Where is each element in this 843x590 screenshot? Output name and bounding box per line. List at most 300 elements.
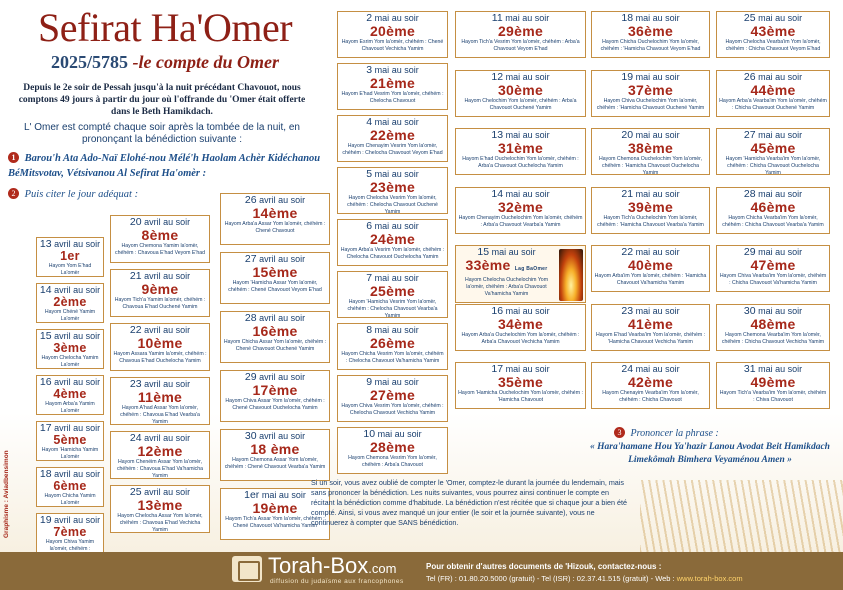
day-formula: Hayom 'Hamicha Ouchelochim Yom la'omèr, chéhém : 'Hamicha Chavouot	[458, 390, 583, 403]
day-count-value: 29ème	[497, 23, 544, 39]
day-count	[37, 250, 103, 263]
day-count	[592, 375, 709, 390]
day-box	[716, 128, 830, 175]
page-title: Sefirat Ha'Omer	[37, 5, 293, 50]
day-count-value: 42ème	[627, 374, 674, 390]
day-suffix: au soir	[394, 429, 422, 439]
day-month: avril	[144, 487, 161, 497]
day-box	[455, 187, 586, 234]
footer-contact-title: Pour obtenir d'autres documents de 'Hizouk, contactez-nous :	[426, 562, 662, 571]
day-suffix: au soir	[278, 490, 306, 500]
day-formula: Hayom Chelocha Vesrim Yom la'omèr, chéhém : Chelocha Chavouot Ouchené Yamim	[347, 195, 438, 215]
day-count	[37, 526, 103, 539]
day-month: avril	[54, 515, 71, 525]
day-count-value: 8ème	[141, 227, 179, 243]
day-number: 26	[244, 194, 257, 206]
day-formula: Hayom Chicha Vearba'im Yom la'omèr, chéhém : Chicha Chavouot Vearba'a Yamim	[722, 214, 824, 228]
day-suffix: au soir	[163, 379, 191, 389]
day-count-value: 27ème	[369, 387, 416, 403]
day-formula: Hayom Esrim Yom la'omèr, chéhém : Chené Chavouot Vechicha Yamim	[341, 39, 444, 52]
day-count	[111, 336, 209, 351]
day-count-value: 7ème	[53, 525, 87, 539]
day-formula: Hayom Chemona Ouchelochim Yom la'omèr, chéhém : 'Hamicha Chavouot Ouchelocha Yamim	[598, 156, 703, 176]
day-box	[591, 187, 710, 234]
day-box	[220, 429, 330, 481]
day-number: 13	[39, 238, 52, 250]
day-suffix: au soir	[391, 65, 419, 75]
day-month: avril	[54, 285, 71, 295]
day-count-value: 31ème	[497, 140, 544, 156]
day-formula: Hayom Chemona Vearba'im Yom la'omèr, chéhém : Chicha Chavouot Vechicha Yamim	[721, 331, 825, 345]
day-suffix: au soir	[73, 239, 101, 249]
day-count-value: 17ème	[252, 382, 298, 398]
day-number: 23	[621, 304, 634, 317]
day-count-value: 49ème	[750, 374, 796, 390]
day-number: 4	[366, 116, 373, 128]
day-number: 11	[491, 12, 503, 24]
day-count	[37, 434, 103, 447]
day-box	[591, 11, 710, 58]
day-number: 8	[366, 324, 373, 336]
day-box	[36, 237, 104, 277]
day-count	[717, 200, 829, 215]
day-box	[716, 70, 830, 117]
day-box	[220, 193, 330, 245]
day-month: mai	[505, 364, 521, 374]
day-formula: Hayom Chelochim Yom la'omèr, chéhém : Arba'a Chavouot Ouchené Yamim	[464, 97, 577, 111]
day-count-value: 23ème	[369, 179, 416, 195]
day-suffix: au soir	[73, 469, 101, 479]
day-formula: Hayom Chiva Assar Yom la'omèr, chéhém : Chené Chavouot Ouchelocha Yamim	[225, 398, 325, 411]
day-count	[111, 498, 209, 513]
day-number: 20	[129, 216, 142, 228]
day-box	[337, 167, 448, 214]
contact-web-label: Web :	[655, 574, 675, 583]
day-suffix: au soir	[508, 247, 536, 257]
day-count-value: 30ème	[497, 81, 544, 98]
day-box	[716, 362, 830, 409]
day-count-value: 3ème	[53, 341, 87, 355]
day-count-value: 9ème	[141, 281, 179, 297]
day-formula: Hayom Chemona Vesrim Yom la'omèr, chéhém : Arba'a Chavouot	[348, 455, 437, 468]
day-month: mai	[505, 71, 521, 82]
page-subtitle	[20, 52, 310, 73]
day-formula: Hayom 'Hamicha Vearba'im Yom la'omèr, chéhém : Chicha Chavouot Ouchelocha Yamim	[725, 156, 821, 176]
day-count	[37, 480, 103, 493]
day-month: avril	[144, 379, 161, 389]
day-formula: Hayom Yom E'had La'omèr	[48, 263, 92, 276]
day-formula: Hayom Chicha Vesrim Yom la'omèr, chéhém : Chelocha Chavouot Va'hamicha Yamim	[341, 351, 444, 364]
day-number: 28	[743, 187, 756, 200]
step-number-badge: 2	[8, 188, 19, 199]
day-count-value: 36ème	[627, 23, 674, 39]
day-count	[338, 128, 447, 143]
day-month: mai	[635, 13, 651, 23]
day-count	[592, 317, 709, 332]
day-box	[110, 431, 210, 479]
day-number: 19	[39, 514, 52, 526]
day-count-value: 44ème	[750, 81, 796, 98]
day-suffix: au soir	[391, 169, 419, 179]
day-suffix: au soir	[522, 364, 550, 374]
day-count-value: 45ème	[750, 140, 796, 156]
day-month: avril	[259, 195, 276, 205]
intro-text: L' Omer est compté chaque soir après la tombée de la nuit, en prononçant la bénédiction suivante :	[24, 122, 300, 145]
day-suffix: au soir	[775, 71, 803, 82]
day-suffix: au soir	[278, 254, 306, 264]
day-formula: Hayom Chicha Ouchelochim Yom la'omèr, chéhém : 'Hamicha Chavouot Veyom E'had	[600, 39, 701, 52]
day-number: 22	[621, 246, 634, 258]
day-box	[337, 375, 448, 422]
footer-band	[0, 552, 843, 590]
day-number: 24	[621, 363, 634, 375]
day-count-value: 19ème	[252, 500, 298, 516]
day-number: 26	[743, 70, 756, 83]
day-month: mai	[374, 325, 390, 335]
day-month: avril	[259, 431, 276, 441]
day-count	[338, 440, 447, 455]
day-count-value: 4ème	[53, 387, 87, 401]
day-formula: Hayom Chenayim Vesrim Yom la'omèr, chéhém : Chelocha Chavouot Veyom E'had	[342, 143, 443, 156]
day-suffix: au soir	[522, 13, 550, 23]
day-month: mai	[758, 188, 773, 199]
day-number: 15	[477, 246, 490, 258]
day-formula: Hayom E'had Vearba'im Yom la'omèr, chéhém : 'Hamicha Chavouot Vechicha Yamim	[595, 331, 706, 345]
day-month: mai	[491, 247, 507, 257]
day-suffix: au soir	[652, 247, 680, 257]
day-suffix: au soir	[163, 433, 191, 443]
day-count-value: 35ème	[497, 374, 544, 390]
day-box	[337, 63, 448, 110]
torah-box-logo-icon	[232, 556, 262, 582]
day-formula: Hayom 'Hamicha Assar Yom la'omèr, chéhém : Chené Chavouot Veyom E'had	[228, 280, 322, 293]
day-suffix: au soir	[522, 188, 550, 199]
contact-phone-fr-note: (gratuit)	[508, 574, 535, 583]
day-count-value: 47ème	[750, 257, 796, 273]
day-suffix: au soir	[652, 71, 680, 82]
day-count-value: 21ème	[369, 75, 416, 91]
day-formula: Hayom Chelocha Yamim La'omèr	[41, 355, 99, 368]
day-box	[455, 11, 586, 58]
contact-phone-isr[interactable]: Tel (ISR) : 02.37.41.515	[541, 574, 621, 583]
phrase-step	[614, 427, 719, 439]
day-count	[221, 383, 329, 398]
day-count-value: 48ème	[750, 315, 796, 332]
day-suffix: au soir	[652, 130, 680, 140]
day-suffix: au soir	[775, 130, 803, 140]
day-box	[337, 323, 448, 370]
day-number: 1er	[244, 489, 260, 501]
day-count	[338, 284, 447, 299]
day-number: 15	[39, 330, 52, 342]
closing-phrase: « Hara'hamane Hou Ya'hazir Lanou Avodat Beit Hamikdach Limekômah Bimhera Veyaménou Amen »	[590, 442, 830, 465]
day-month: mai	[505, 13, 520, 23]
day-count-value: 40ème	[627, 257, 674, 273]
day-month: mai	[758, 247, 773, 257]
day-suffix: au soir	[278, 372, 306, 382]
day-month: mai	[758, 305, 773, 316]
day-count	[37, 388, 103, 401]
day-count-value: 24ème	[369, 231, 416, 247]
day-formula: Hayom E'had Vesrim Yom la'omèr, chéhém : Chelocha Chavouot	[341, 91, 444, 104]
day-count	[338, 388, 447, 403]
contact-phone-fr[interactable]: Tel (FR) : 01.80.20.5000	[426, 574, 507, 583]
day-suffix: au soir	[522, 71, 550, 82]
graphic-credit	[0, 440, 14, 540]
day-count	[456, 83, 585, 98]
day-suffix: au soir	[278, 195, 306, 205]
day-suffix: au soir	[73, 515, 101, 525]
day-count-value: 15ème	[252, 264, 298, 280]
day-suffix: au soir	[163, 325, 191, 335]
day-formula: Hayom Tich'a Ouchelochim Yom la'omèr, chéhém : 'Hamicha Chavouot Vearba'a Yamim	[597, 214, 704, 228]
day-formula: Hayom Chiva Vearba'im Yom la'omèr, chéhém : Chicha Chavouot Va'hamicha Yamim	[719, 273, 827, 286]
day-month: avril	[259, 313, 276, 323]
day-number: 27	[244, 253, 257, 265]
day-box	[337, 115, 448, 162]
day-count	[338, 336, 447, 351]
day-number: 2	[366, 12, 373, 24]
day-number: 21	[621, 187, 634, 200]
day-formula: Hayom E'had Ouchelochim Yom la'omèr, chéhém : Arba'a Chavouot Ouchelocha Yamim	[462, 156, 579, 169]
day-formula: Hayom Tich'a Assar Yom la'omèr, chéhém : Chené Chavouot Va'hamicha Yamim	[225, 516, 325, 529]
day-number: 14	[491, 187, 504, 200]
day-month: avril	[259, 254, 276, 264]
day-number: 16	[39, 376, 52, 388]
day-box	[716, 187, 830, 234]
day-formula: Hayom Arba'a Vearba'im Yom la'omèr, chéhém : Chicha Chavouot Ouchené Yamim	[719, 97, 827, 111]
day-count-value: 10ème	[137, 335, 183, 351]
day-suffix: au soir	[163, 217, 191, 227]
logo-domain-text: .com	[368, 561, 397, 576]
day-count	[592, 24, 709, 39]
bonfire-icon	[559, 249, 583, 301]
day-month: mai	[635, 305, 651, 316]
day-box	[716, 304, 830, 351]
day-box	[591, 128, 710, 175]
day-formula: Hayom Arba'a Assar Yom la'omèr, chéhém : Chené Chavouot	[224, 221, 326, 234]
day-box	[591, 362, 710, 409]
day-box	[220, 370, 330, 422]
day-month: avril	[54, 469, 71, 479]
day-formula: Hayom Chiva Vesrim Yom la'omèr, chéhém : Chelocha Chavouot Vechicha Yamim	[341, 403, 444, 416]
day-number: 25	[129, 486, 142, 498]
step-number-badge: 1	[8, 152, 19, 163]
day-formula: Hayom Chicha Yamim La'omèr	[44, 493, 96, 506]
day-count	[37, 342, 103, 355]
day-suffix: au soir	[73, 285, 101, 295]
day-count-value: 13ème	[137, 497, 183, 513]
day-box	[716, 245, 830, 292]
day-suffix: au soir	[522, 130, 550, 140]
day-month: mai	[635, 130, 651, 140]
blessing-text: Barou'h Ata Ado-Naï Elohé-nou Mélé'h Haolam Achèr Kidéchanou BéMitsvotav, Vétsivanou Al Sefirat Ha'omèr :	[8, 153, 321, 180]
day-month: mai	[505, 130, 521, 140]
day-box	[716, 11, 830, 58]
day-count-value: 16ème	[252, 323, 298, 339]
day-count	[717, 24, 829, 39]
day-count	[338, 76, 447, 91]
day-month: mai	[635, 71, 651, 82]
day-number: 21	[129, 270, 142, 282]
day-formula: Hayom Chelocha Ouchelochim Yom la'omèr, chéhém : Arba'a Chavouot Va'hamicha Yamim	[464, 277, 549, 297]
day-month: mai	[374, 273, 390, 283]
day-count	[221, 442, 329, 457]
day-count-value: 2ème	[53, 295, 87, 309]
day-month: mai	[374, 169, 390, 179]
day-count	[717, 258, 829, 273]
day-count	[717, 83, 829, 98]
day-box	[110, 269, 210, 317]
day-formula: Hayom Chenayim Ouchelochim Yom la'omèr, chéhém : Arba'a Chavouot Vearba'a Yamim	[458, 214, 583, 228]
day-box	[337, 11, 448, 58]
day-count	[592, 141, 709, 156]
day-box	[455, 70, 586, 117]
day-count-value: 39ème	[627, 198, 674, 215]
day-box	[337, 427, 448, 474]
day-number: 17	[491, 363, 504, 375]
day-count-value: 32ème	[497, 198, 544, 215]
day-formula: Hayom Arba'a Ouchelochim Yom la'omèr, chéhém : Arba'a Chavouot Vechicha Yamim	[461, 331, 580, 345]
day-count	[111, 282, 209, 297]
day-count	[456, 258, 557, 277]
day-month: mai	[374, 377, 390, 387]
day-count	[456, 141, 585, 156]
day-suffix: au soir	[652, 188, 680, 199]
day-suffix: au soir	[73, 331, 101, 341]
day-count-value: 18 ème	[250, 441, 300, 457]
day-box	[36, 375, 104, 415]
day-number: 17	[39, 422, 52, 434]
subtitle-label: -le compte du Omer	[132, 52, 279, 72]
day-count	[111, 390, 209, 405]
day-suffix: au soir	[391, 13, 419, 23]
day-month: avril	[259, 372, 276, 382]
day-formula: Hayom 'Hamicha Vesrim Yom la'omèr, chéhém : Chelocha Chavouot Vearba'a Yamim	[347, 299, 438, 319]
day-number: 27	[743, 129, 756, 141]
day-count	[592, 83, 709, 98]
day-box	[455, 245, 586, 303]
day-count	[37, 296, 103, 309]
day-count-value: 22ème	[369, 127, 416, 143]
day-formula: Hayom Chemona Assar Yom la'omèr, chéhém : Chené Chavouot Vearba'a Yamim	[224, 457, 326, 470]
day-month: avril	[54, 377, 71, 387]
day-number: 13	[491, 129, 504, 141]
day-suffix: au soir	[278, 313, 306, 323]
day-box	[110, 485, 210, 533]
contact-phone-isr-note: (gratuit)	[622, 574, 649, 583]
intro-bold-text: Depuis le 2e soir de Pessah jusqu'à la nuit précédant Chavouot, nous comptons 49 jours à partir du jour où l'offrande du 'Omer était offerte dans le Beth Hamikdach.	[18, 83, 306, 117]
day-box	[36, 283, 104, 323]
day-formula: Hayom Chenéim Assar Yom la'omèr, chéhém : Chavoua E'had Va'hamicha Yamim	[116, 459, 204, 479]
footer-logo-name[interactable]	[268, 553, 396, 579]
day-count-value: 37ème	[627, 81, 674, 98]
day-count-value: 12ème	[137, 443, 183, 459]
day-number: 23	[129, 378, 142, 390]
logo-name-text: Torah-Box	[268, 553, 369, 578]
day-number: 3	[366, 64, 373, 76]
day-month: mai	[377, 429, 393, 439]
blessing-step	[8, 151, 338, 181]
day-box	[591, 245, 710, 292]
day-suffix: au soir	[73, 377, 101, 387]
day-month: mai	[635, 188, 651, 199]
day-count-value: 41ème	[627, 315, 674, 332]
day-number: 14	[39, 284, 52, 296]
day-suffix: au soir	[391, 325, 419, 335]
day-month: mai	[505, 305, 521, 316]
day-box	[36, 329, 104, 369]
day-count	[221, 324, 329, 339]
day-number: 25	[743, 12, 756, 24]
day-formula: Hayom Chicha Assar Yom la'omèr, chéhém : Chené Chavouot Ouchené Yamim	[223, 339, 327, 352]
day-formula: Hayom Chelocha Assar Yom la'omèr, chéhém : Chavoua E'had Vechicha Yamim	[117, 513, 203, 533]
day-box	[455, 362, 586, 409]
day-month: avril	[54, 239, 71, 249]
step-number-badge: 3	[614, 427, 625, 438]
day-number: 6	[366, 220, 373, 232]
day-formula: Hayom Arba'a Vesrim Yom la'omèr, chéhém : Chelocha Chavouot Ouchelocha Yamim	[340, 247, 445, 260]
day-month: mai	[758, 130, 773, 140]
contact-web-link[interactable]: www.torah-box.com	[676, 574, 743, 583]
day-count	[717, 317, 829, 332]
day-count-value: 33ème	[465, 257, 511, 273]
day-suffix: au soir	[391, 273, 419, 283]
day-count	[456, 317, 585, 332]
day-number: 5	[366, 168, 373, 180]
wheat-illustration	[640, 480, 843, 555]
day-month: mai	[758, 71, 773, 82]
day-box	[36, 421, 104, 461]
day-count-value: 25ème	[369, 283, 416, 299]
cite-day-text: Puis citer le jour adéquat :	[24, 189, 139, 200]
day-box	[455, 304, 586, 351]
day-box	[337, 271, 448, 318]
phrase-step-text: Prononcer la phrase :	[630, 428, 719, 439]
day-number: 19	[621, 70, 634, 83]
day-count-value: 20ème	[369, 23, 416, 39]
day-formula: Hayom Arba'im Yom la'omèr, chéhém : 'Hamicha Chavouot Va'hamicha Yamim	[594, 273, 707, 286]
day-suffix: au soir	[775, 188, 803, 199]
day-suffix: au soir	[775, 364, 803, 374]
day-count-value: 43ème	[750, 23, 796, 39]
day-month: mai	[635, 247, 651, 257]
day-suffix: au soir	[391, 221, 419, 231]
day-count	[592, 200, 709, 215]
day-count-value: 6ème	[53, 479, 87, 493]
forgotten-day-note: Si un soir, vous avez oublié de compter le 'Omer, comptez-le durant la journée du lendemain, mais sans prononcer la bénédiction. Les nuits suivantes, vous pourrez ainsi continuer le compte en récitant la bénédiction comme d'habitude. La bénédiction n'est récitée que si chaque jour a bien été compté. Ainsi, si vous avez manqué un jour entier (le soir et la journée suivante), vous ne continuerez à compter que SANS bénédiction.	[311, 478, 628, 527]
day-month: avril	[144, 217, 161, 227]
day-formula: Hayom Chéné Yamim La'omèr	[44, 309, 96, 322]
day-box	[220, 311, 330, 363]
day-suffix: au soir	[775, 13, 803, 23]
day-month: mai	[758, 13, 773, 23]
day-box	[591, 70, 710, 117]
day-number: 9	[366, 376, 373, 388]
lag-baomer-label: Lag BaOmer	[514, 266, 548, 272]
day-suffix: au soir	[73, 423, 101, 433]
day-formula: Hayom Chemona Yamim la'omèr, chéhém : Chavoua E'had Veyom E'had	[115, 243, 205, 256]
day-month: avril	[144, 325, 161, 335]
day-month: mai	[505, 188, 521, 199]
day-count-value: 1er	[60, 249, 80, 263]
day-count-value: 28ème	[369, 439, 416, 455]
day-month: mai	[374, 13, 390, 23]
day-count	[717, 375, 829, 390]
day-box	[110, 377, 210, 425]
day-count-value: 5ème	[53, 433, 87, 447]
day-box	[220, 252, 330, 304]
